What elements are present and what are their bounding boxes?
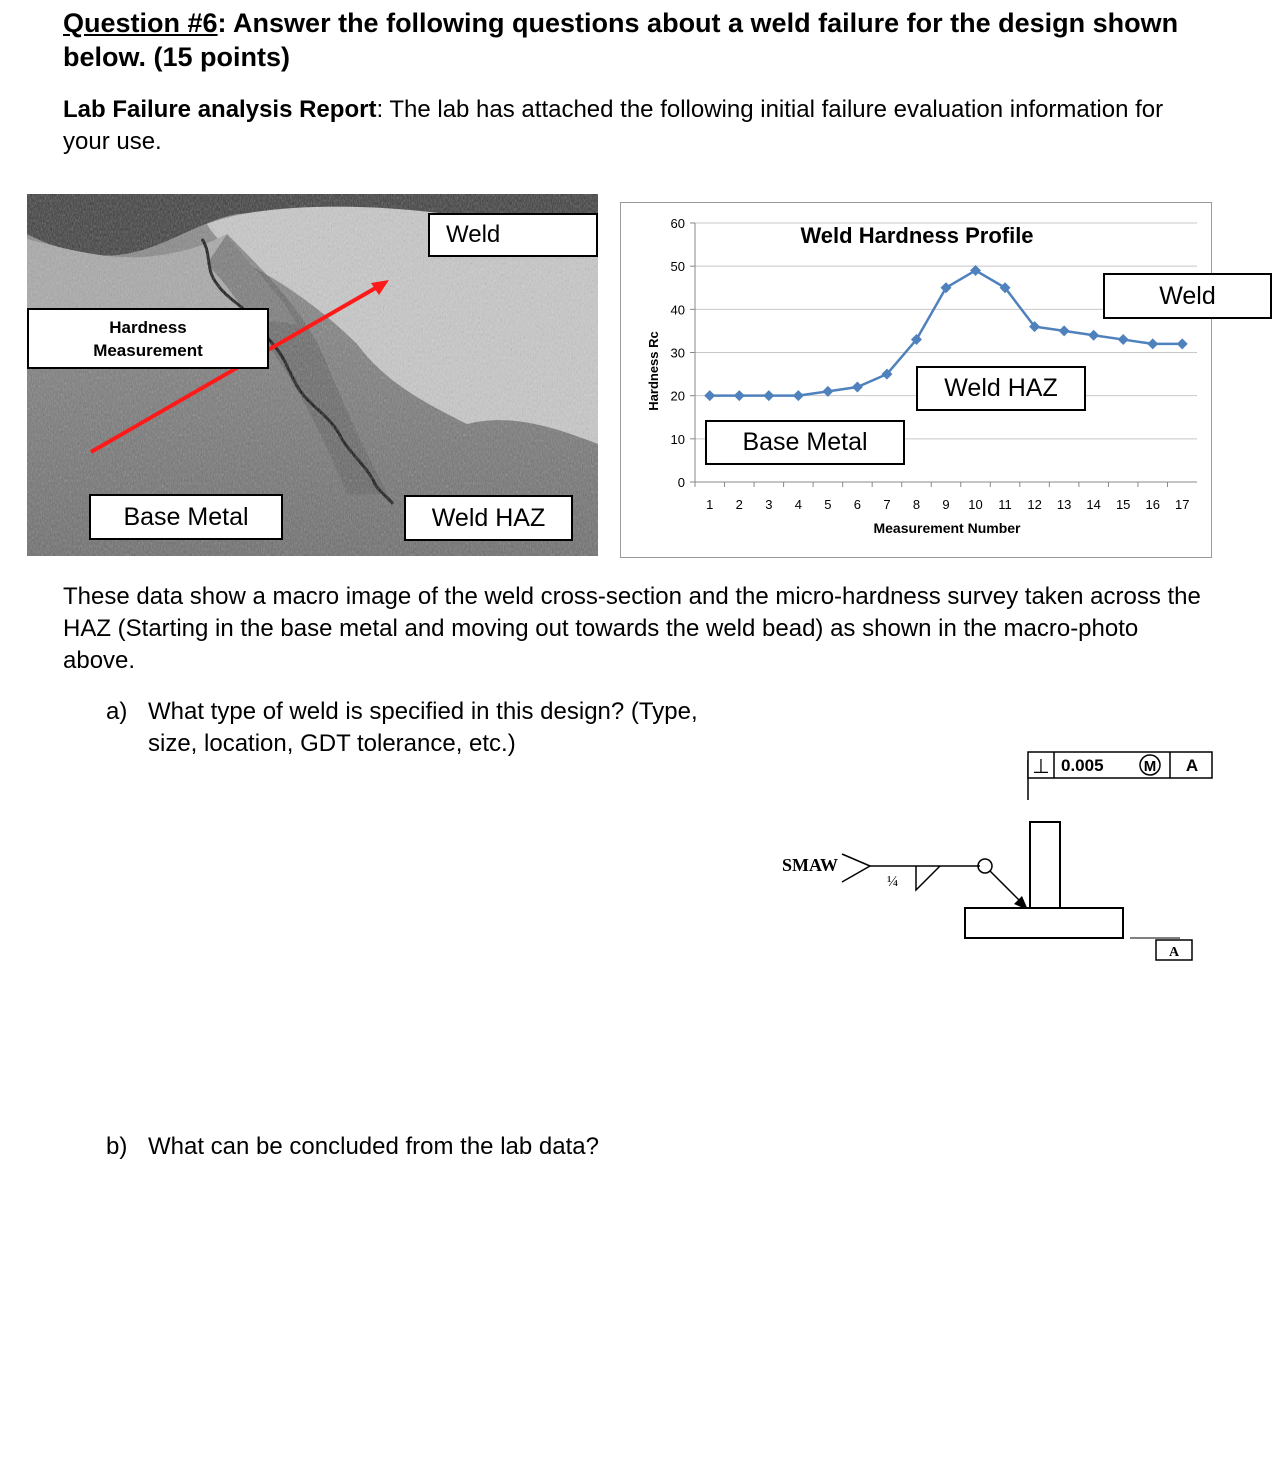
chart-weld-annotation: Weld [1103, 273, 1272, 319]
base-plate [965, 908, 1123, 938]
y-tick-label: 50 [670, 259, 685, 275]
x-tick-label: 15 [1115, 497, 1131, 512]
question-a-text: What type of weld is specified in this design? (Type, size, location, GDT tolerance, etc.) [148, 698, 698, 757]
vertical-member [1030, 822, 1060, 908]
x-tick-label: 11 [998, 497, 1012, 512]
x-tick-label: 17 [1175, 497, 1190, 512]
x-tick-label: 4 [794, 497, 802, 512]
question-b-text: What can be concluded from the lab data? [148, 1133, 599, 1160]
y-tick-label: 0 [677, 475, 685, 490]
x-tick-label: 5 [824, 497, 832, 512]
question-a-letter: a) [106, 698, 128, 725]
data-point [1177, 338, 1188, 349]
question-text: : Answer the following questions about a weld failure for the design shown below. (15 points) [63, 8, 1179, 72]
data-point [1088, 330, 1099, 341]
x-tick-label: 7 [883, 497, 891, 512]
x-tick-label: 9 [942, 497, 950, 512]
y-tick-label: 40 [670, 302, 685, 318]
x-tick-label: 16 [1145, 497, 1160, 512]
datum-box-label: A [1168, 945, 1180, 960]
x-tick-label: 12 [1027, 497, 1042, 512]
mmc-modifier: M [1143, 758, 1157, 775]
x-tick-label: 2 [735, 497, 743, 512]
weld-all-around-icon [978, 859, 992, 873]
datum-reference: A [1185, 756, 1199, 775]
chart-base-metal-annotation: Base Metal [705, 420, 905, 465]
data-point [793, 390, 804, 401]
chart-xlabel: Measurement Number [873, 520, 1021, 536]
tail-icon [842, 854, 870, 882]
data-point [1147, 338, 1158, 349]
weld-symbol-drawing [770, 740, 1240, 980]
question-a [106, 696, 766, 760]
weld-size: ¼ [887, 874, 899, 890]
y-tick-label: 10 [670, 431, 685, 447]
x-tick-label: 13 [1056, 497, 1072, 512]
question-b [106, 1131, 766, 1163]
y-tick-label: 20 [670, 388, 685, 404]
data-point [852, 382, 863, 393]
intro-text: : The lab has attached the following initial failure evaluation information for your use. [63, 96, 1164, 155]
tolerance-value: 0.005 [1061, 756, 1104, 775]
feature-control-frame [1028, 752, 1212, 778]
weld-haz-label: Weld HAZ [404, 495, 573, 541]
weld-macro-photo [27, 194, 598, 556]
chart-weld-haz-annotation: Weld HAZ [916, 366, 1086, 411]
fillet-weld-icon [916, 866, 940, 890]
question-title [63, 6, 1183, 74]
data-point [763, 390, 774, 401]
question-label: Question #6 [63, 8, 218, 38]
data-description: These data show a macro image of the weld cross-section and the micro-hardness survey taken across the HAZ (Starting in the base metal and moving out towards the weld bead) as shown in the macro-photo above. [63, 583, 1201, 674]
weld-arrow [990, 871, 1022, 903]
process-label: SMAW [782, 855, 839, 875]
data-point [941, 282, 952, 293]
x-tick-label: 1 [706, 497, 714, 512]
x-tick-label: 6 [853, 497, 862, 512]
question-b-letter: b) [106, 1133, 128, 1160]
intro-paragraph [63, 94, 1203, 158]
hardness-measurement-label: Hardness Measurement [27, 308, 269, 369]
x-tick-label: 3 [765, 497, 773, 512]
y-tick-label: 60 [670, 216, 685, 231]
y-tick-label: 30 [670, 345, 685, 361]
base-metal-label: Base Metal [89, 494, 283, 540]
chart-ylabel: Hardness Rc [646, 331, 661, 411]
weld-symbol-svg [770, 740, 1240, 980]
data-point [734, 390, 745, 401]
x-tick-label: 10 [968, 497, 983, 512]
intro-label: Lab Failure analysis Report [63, 96, 377, 123]
x-tick-label: 14 [1086, 497, 1101, 512]
x-tick-label: 8 [912, 497, 921, 512]
data-point [1118, 334, 1129, 345]
perpendicularity-icon: ⊥ [1032, 756, 1050, 778]
chart-title: Weld Hardness Profile [800, 223, 1034, 248]
data-point [704, 390, 715, 401]
data-point [1059, 325, 1070, 336]
weld-label: Weld [428, 213, 598, 257]
hardness-chart [620, 202, 1216, 558]
